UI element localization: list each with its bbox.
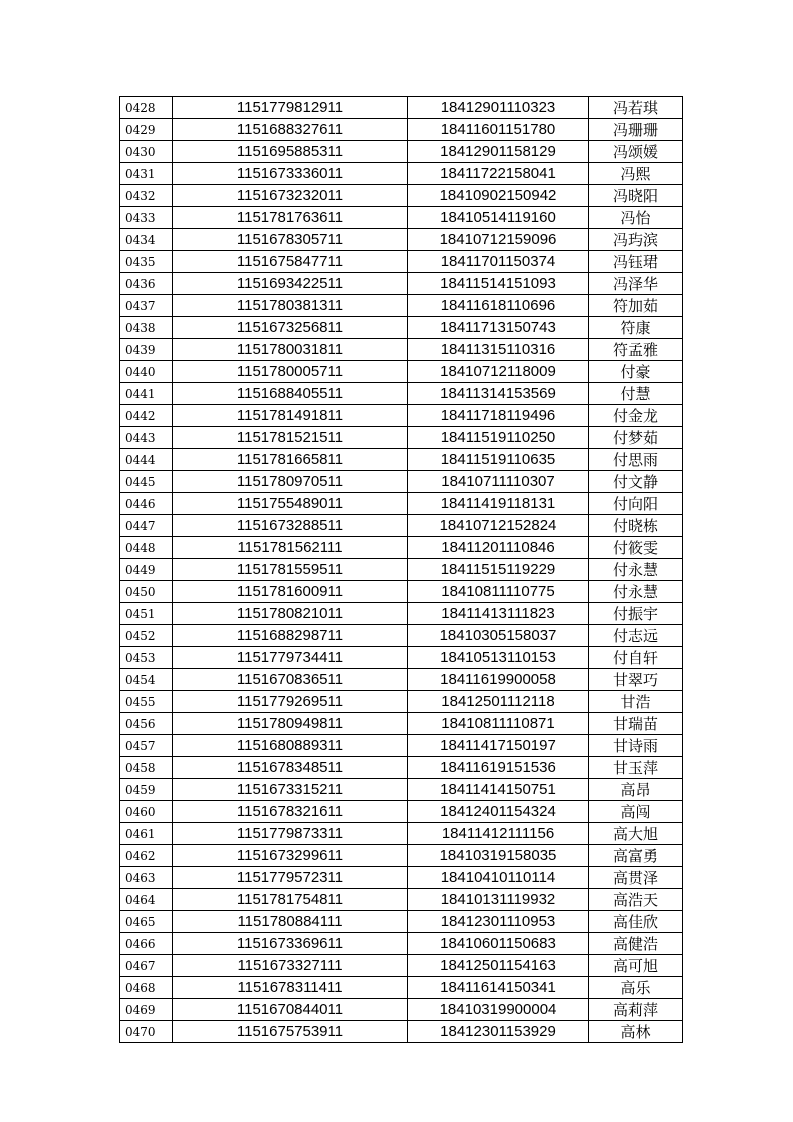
row-number-cell: 0462 [120, 845, 173, 867]
row-number-cell: 0437 [120, 295, 173, 317]
id-a-cell: 1151688327611 [173, 119, 408, 141]
row-number-cell: 0451 [120, 603, 173, 625]
name-cell: 冯晓阳 [589, 185, 683, 207]
table-row [120, 669, 683, 691]
roster-table [119, 96, 683, 1043]
id-a-cell: 1151779734411 [173, 647, 408, 669]
id-b-cell: 18411619900058 [408, 669, 589, 691]
id-b-cell: 18410514119160 [408, 207, 589, 229]
name-cell: 甘玉萍 [589, 757, 683, 779]
row-number-cell: 0469 [120, 999, 173, 1021]
table-row [120, 383, 683, 405]
id-a-cell: 1151673315211 [173, 779, 408, 801]
name-cell: 高富勇 [589, 845, 683, 867]
name-cell: 甘诗雨 [589, 735, 683, 757]
row-number-cell: 0445 [120, 471, 173, 493]
table-row [120, 317, 683, 339]
table-row [120, 691, 683, 713]
id-a-cell: 1151780970511 [173, 471, 408, 493]
id-a-cell: 1151779269511 [173, 691, 408, 713]
table-row [120, 493, 683, 515]
id-a-cell: 1151780821011 [173, 603, 408, 625]
id-a-cell: 1151779873311 [173, 823, 408, 845]
name-cell: 符康 [589, 317, 683, 339]
name-cell: 高乐 [589, 977, 683, 999]
name-cell: 付永慧 [589, 581, 683, 603]
id-b-cell: 18411419118131 [408, 493, 589, 515]
row-number-cell: 0429 [120, 119, 173, 141]
id-a-cell: 1151780949811 [173, 713, 408, 735]
name-cell: 高贯泽 [589, 867, 683, 889]
id-b-cell: 18410712159096 [408, 229, 589, 251]
name-cell: 冯泽华 [589, 273, 683, 295]
id-a-cell: 1151678348511 [173, 757, 408, 779]
row-number-cell: 0465 [120, 911, 173, 933]
name-cell: 高佳欣 [589, 911, 683, 933]
table-row [120, 581, 683, 603]
row-number-cell: 0463 [120, 867, 173, 889]
row-number-cell: 0459 [120, 779, 173, 801]
row-number-cell: 0435 [120, 251, 173, 273]
table-row [120, 999, 683, 1021]
row-number-cell: 0438 [120, 317, 173, 339]
name-cell: 冯熙 [589, 163, 683, 185]
row-number-cell: 0449 [120, 559, 173, 581]
row-number-cell: 0432 [120, 185, 173, 207]
id-b-cell: 18411515119229 [408, 559, 589, 581]
id-b-cell: 18410811110775 [408, 581, 589, 603]
roster-table-body [120, 97, 683, 1043]
table-row [120, 955, 683, 977]
id-b-cell: 18410131119932 [408, 889, 589, 911]
table-row [120, 361, 683, 383]
id-b-cell: 18411701150374 [408, 251, 589, 273]
table-row [120, 471, 683, 493]
id-a-cell: 1151780381311 [173, 295, 408, 317]
name-cell: 付自轩 [589, 647, 683, 669]
id-a-cell: 1151781521511 [173, 427, 408, 449]
table-row [120, 757, 683, 779]
id-a-cell: 1151673299611 [173, 845, 408, 867]
row-number-cell: 0466 [120, 933, 173, 955]
table-row [120, 185, 683, 207]
row-number-cell: 0442 [120, 405, 173, 427]
id-b-cell: 18412901158129 [408, 141, 589, 163]
id-b-cell: 18410902150942 [408, 185, 589, 207]
row-number-cell: 0431 [120, 163, 173, 185]
table-row [120, 823, 683, 845]
id-a-cell: 1151673369611 [173, 933, 408, 955]
name-cell: 付向阳 [589, 493, 683, 515]
id-a-cell: 1151670836511 [173, 669, 408, 691]
table-row [120, 647, 683, 669]
row-number-cell: 0467 [120, 955, 173, 977]
id-b-cell: 18410319900004 [408, 999, 589, 1021]
id-b-cell: 18412901110323 [408, 97, 589, 119]
row-number-cell: 0428 [120, 97, 173, 119]
row-number-cell: 0447 [120, 515, 173, 537]
id-a-cell: 1151688405511 [173, 383, 408, 405]
id-b-cell: 18410712152824 [408, 515, 589, 537]
row-number-cell: 0440 [120, 361, 173, 383]
row-number-cell: 0434 [120, 229, 173, 251]
name-cell: 甘翠巧 [589, 669, 683, 691]
id-a-cell: 1151781491811 [173, 405, 408, 427]
id-a-cell: 1151781763611 [173, 207, 408, 229]
table-row [120, 119, 683, 141]
name-cell: 冯玙滨 [589, 229, 683, 251]
table-row [120, 977, 683, 999]
name-cell: 付晓栋 [589, 515, 683, 537]
row-number-cell: 0456 [120, 713, 173, 735]
row-number-cell: 0455 [120, 691, 173, 713]
id-b-cell: 18410410110114 [408, 867, 589, 889]
id-b-cell: 18411722158041 [408, 163, 589, 185]
id-b-cell: 18410711110307 [408, 471, 589, 493]
id-a-cell: 1151673256811 [173, 317, 408, 339]
name-cell: 符孟雅 [589, 339, 683, 361]
id-b-cell: 18412501154163 [408, 955, 589, 977]
table-row [120, 603, 683, 625]
row-number-cell: 0443 [120, 427, 173, 449]
row-number-cell: 0433 [120, 207, 173, 229]
id-a-cell: 1151673336011 [173, 163, 408, 185]
row-number-cell: 0430 [120, 141, 173, 163]
id-b-cell: 18410305158037 [408, 625, 589, 647]
name-cell: 冯颂媛 [589, 141, 683, 163]
id-a-cell: 1151755489011 [173, 493, 408, 515]
id-b-cell: 18411618110696 [408, 295, 589, 317]
table-row [120, 427, 683, 449]
name-cell: 付思雨 [589, 449, 683, 471]
id-b-cell: 18411519110635 [408, 449, 589, 471]
id-a-cell: 1151688298711 [173, 625, 408, 647]
table-row [120, 251, 683, 273]
id-a-cell: 1151781600911 [173, 581, 408, 603]
table-row [120, 405, 683, 427]
table-row [120, 295, 683, 317]
id-b-cell: 18411718119496 [408, 405, 589, 427]
table-row [120, 141, 683, 163]
id-a-cell: 1151780005711 [173, 361, 408, 383]
table-row [120, 449, 683, 471]
name-cell: 冯若琪 [589, 97, 683, 119]
row-number-cell: 0461 [120, 823, 173, 845]
table-row [120, 229, 683, 251]
id-b-cell: 18410319158035 [408, 845, 589, 867]
id-a-cell: 1151693422511 [173, 273, 408, 295]
name-cell: 甘瑞苗 [589, 713, 683, 735]
row-number-cell: 0441 [120, 383, 173, 405]
row-number-cell: 0464 [120, 889, 173, 911]
table-row [120, 207, 683, 229]
row-number-cell: 0444 [120, 449, 173, 471]
table-row [120, 933, 683, 955]
table-row [120, 713, 683, 735]
table-row [120, 339, 683, 361]
id-b-cell: 18411614150341 [408, 977, 589, 999]
id-b-cell: 18411514151093 [408, 273, 589, 295]
id-b-cell: 18411315110316 [408, 339, 589, 361]
row-number-cell: 0446 [120, 493, 173, 515]
table-row [120, 889, 683, 911]
id-b-cell: 18412301110953 [408, 911, 589, 933]
table-row [120, 779, 683, 801]
row-number-cell: 0436 [120, 273, 173, 295]
row-number-cell: 0439 [120, 339, 173, 361]
id-b-cell: 18412401154324 [408, 801, 589, 823]
id-a-cell: 1151695885311 [173, 141, 408, 163]
name-cell: 冯怡 [589, 207, 683, 229]
id-a-cell: 1151779812911 [173, 97, 408, 119]
row-number-cell: 0453 [120, 647, 173, 669]
id-a-cell: 1151670844011 [173, 999, 408, 1021]
table-row [120, 163, 683, 185]
name-cell: 高莉萍 [589, 999, 683, 1021]
name-cell: 高昂 [589, 779, 683, 801]
id-b-cell: 18412501112118 [408, 691, 589, 713]
name-cell: 付振宇 [589, 603, 683, 625]
name-cell: 付永慧 [589, 559, 683, 581]
id-b-cell: 18410811110871 [408, 713, 589, 735]
id-b-cell: 18411619151536 [408, 757, 589, 779]
id-a-cell: 1151780884111 [173, 911, 408, 933]
id-b-cell: 18411412111156 [408, 823, 589, 845]
id-a-cell: 1151781665811 [173, 449, 408, 471]
table-row [120, 273, 683, 295]
row-number-cell: 0470 [120, 1021, 173, 1043]
name-cell: 高大旭 [589, 823, 683, 845]
row-number-cell: 0468 [120, 977, 173, 999]
name-cell: 高闯 [589, 801, 683, 823]
id-a-cell: 1151675847711 [173, 251, 408, 273]
row-number-cell: 0457 [120, 735, 173, 757]
table-row [120, 515, 683, 537]
table-row [120, 867, 683, 889]
id-b-cell: 18411519110250 [408, 427, 589, 449]
name-cell: 冯钰珺 [589, 251, 683, 273]
id-a-cell: 1151673288511 [173, 515, 408, 537]
id-b-cell: 18410601150683 [408, 933, 589, 955]
row-number-cell: 0454 [120, 669, 173, 691]
name-cell: 高林 [589, 1021, 683, 1043]
table-row [120, 735, 683, 757]
id-a-cell: 1151673232011 [173, 185, 408, 207]
id-a-cell: 1151678305711 [173, 229, 408, 251]
id-b-cell: 18411201110846 [408, 537, 589, 559]
row-number-cell: 0460 [120, 801, 173, 823]
id-a-cell: 1151780031811 [173, 339, 408, 361]
name-cell: 冯珊珊 [589, 119, 683, 141]
id-a-cell: 1151781559511 [173, 559, 408, 581]
row-number-cell: 0452 [120, 625, 173, 647]
id-b-cell: 18411314153569 [408, 383, 589, 405]
table-row [120, 625, 683, 647]
name-cell: 高浩天 [589, 889, 683, 911]
row-number-cell: 0458 [120, 757, 173, 779]
id-a-cell: 1151779572311 [173, 867, 408, 889]
table-row [120, 845, 683, 867]
id-b-cell: 18411417150197 [408, 735, 589, 757]
name-cell: 符加茹 [589, 295, 683, 317]
table-row [120, 1021, 683, 1043]
table-row [120, 537, 683, 559]
name-cell: 付梦茹 [589, 427, 683, 449]
id-b-cell: 18412301153929 [408, 1021, 589, 1043]
id-a-cell: 1151678321611 [173, 801, 408, 823]
name-cell: 付文静 [589, 471, 683, 493]
row-number-cell: 0448 [120, 537, 173, 559]
table-row [120, 911, 683, 933]
id-b-cell: 18411713150743 [408, 317, 589, 339]
name-cell: 付志远 [589, 625, 683, 647]
table-row [120, 97, 683, 119]
name-cell: 高健浩 [589, 933, 683, 955]
row-number-cell: 0450 [120, 581, 173, 603]
table-row [120, 559, 683, 581]
id-a-cell: 1151781754811 [173, 889, 408, 911]
id-b-cell: 18411414150751 [408, 779, 589, 801]
id-a-cell: 1151781562111 [173, 537, 408, 559]
id-a-cell: 1151680889311 [173, 735, 408, 757]
name-cell: 付慧 [589, 383, 683, 405]
id-a-cell: 1151678311411 [173, 977, 408, 999]
id-b-cell: 18410513110153 [408, 647, 589, 669]
name-cell: 高可旭 [589, 955, 683, 977]
table-row [120, 801, 683, 823]
id-b-cell: 18411601151780 [408, 119, 589, 141]
name-cell: 付豪 [589, 361, 683, 383]
id-a-cell: 1151675753911 [173, 1021, 408, 1043]
name-cell: 付金龙 [589, 405, 683, 427]
name-cell: 付筱雯 [589, 537, 683, 559]
roster-sheet [119, 96, 680, 1043]
id-b-cell: 18410712118009 [408, 361, 589, 383]
name-cell: 甘浩 [589, 691, 683, 713]
id-b-cell: 18411413111823 [408, 603, 589, 625]
id-a-cell: 1151673327111 [173, 955, 408, 977]
